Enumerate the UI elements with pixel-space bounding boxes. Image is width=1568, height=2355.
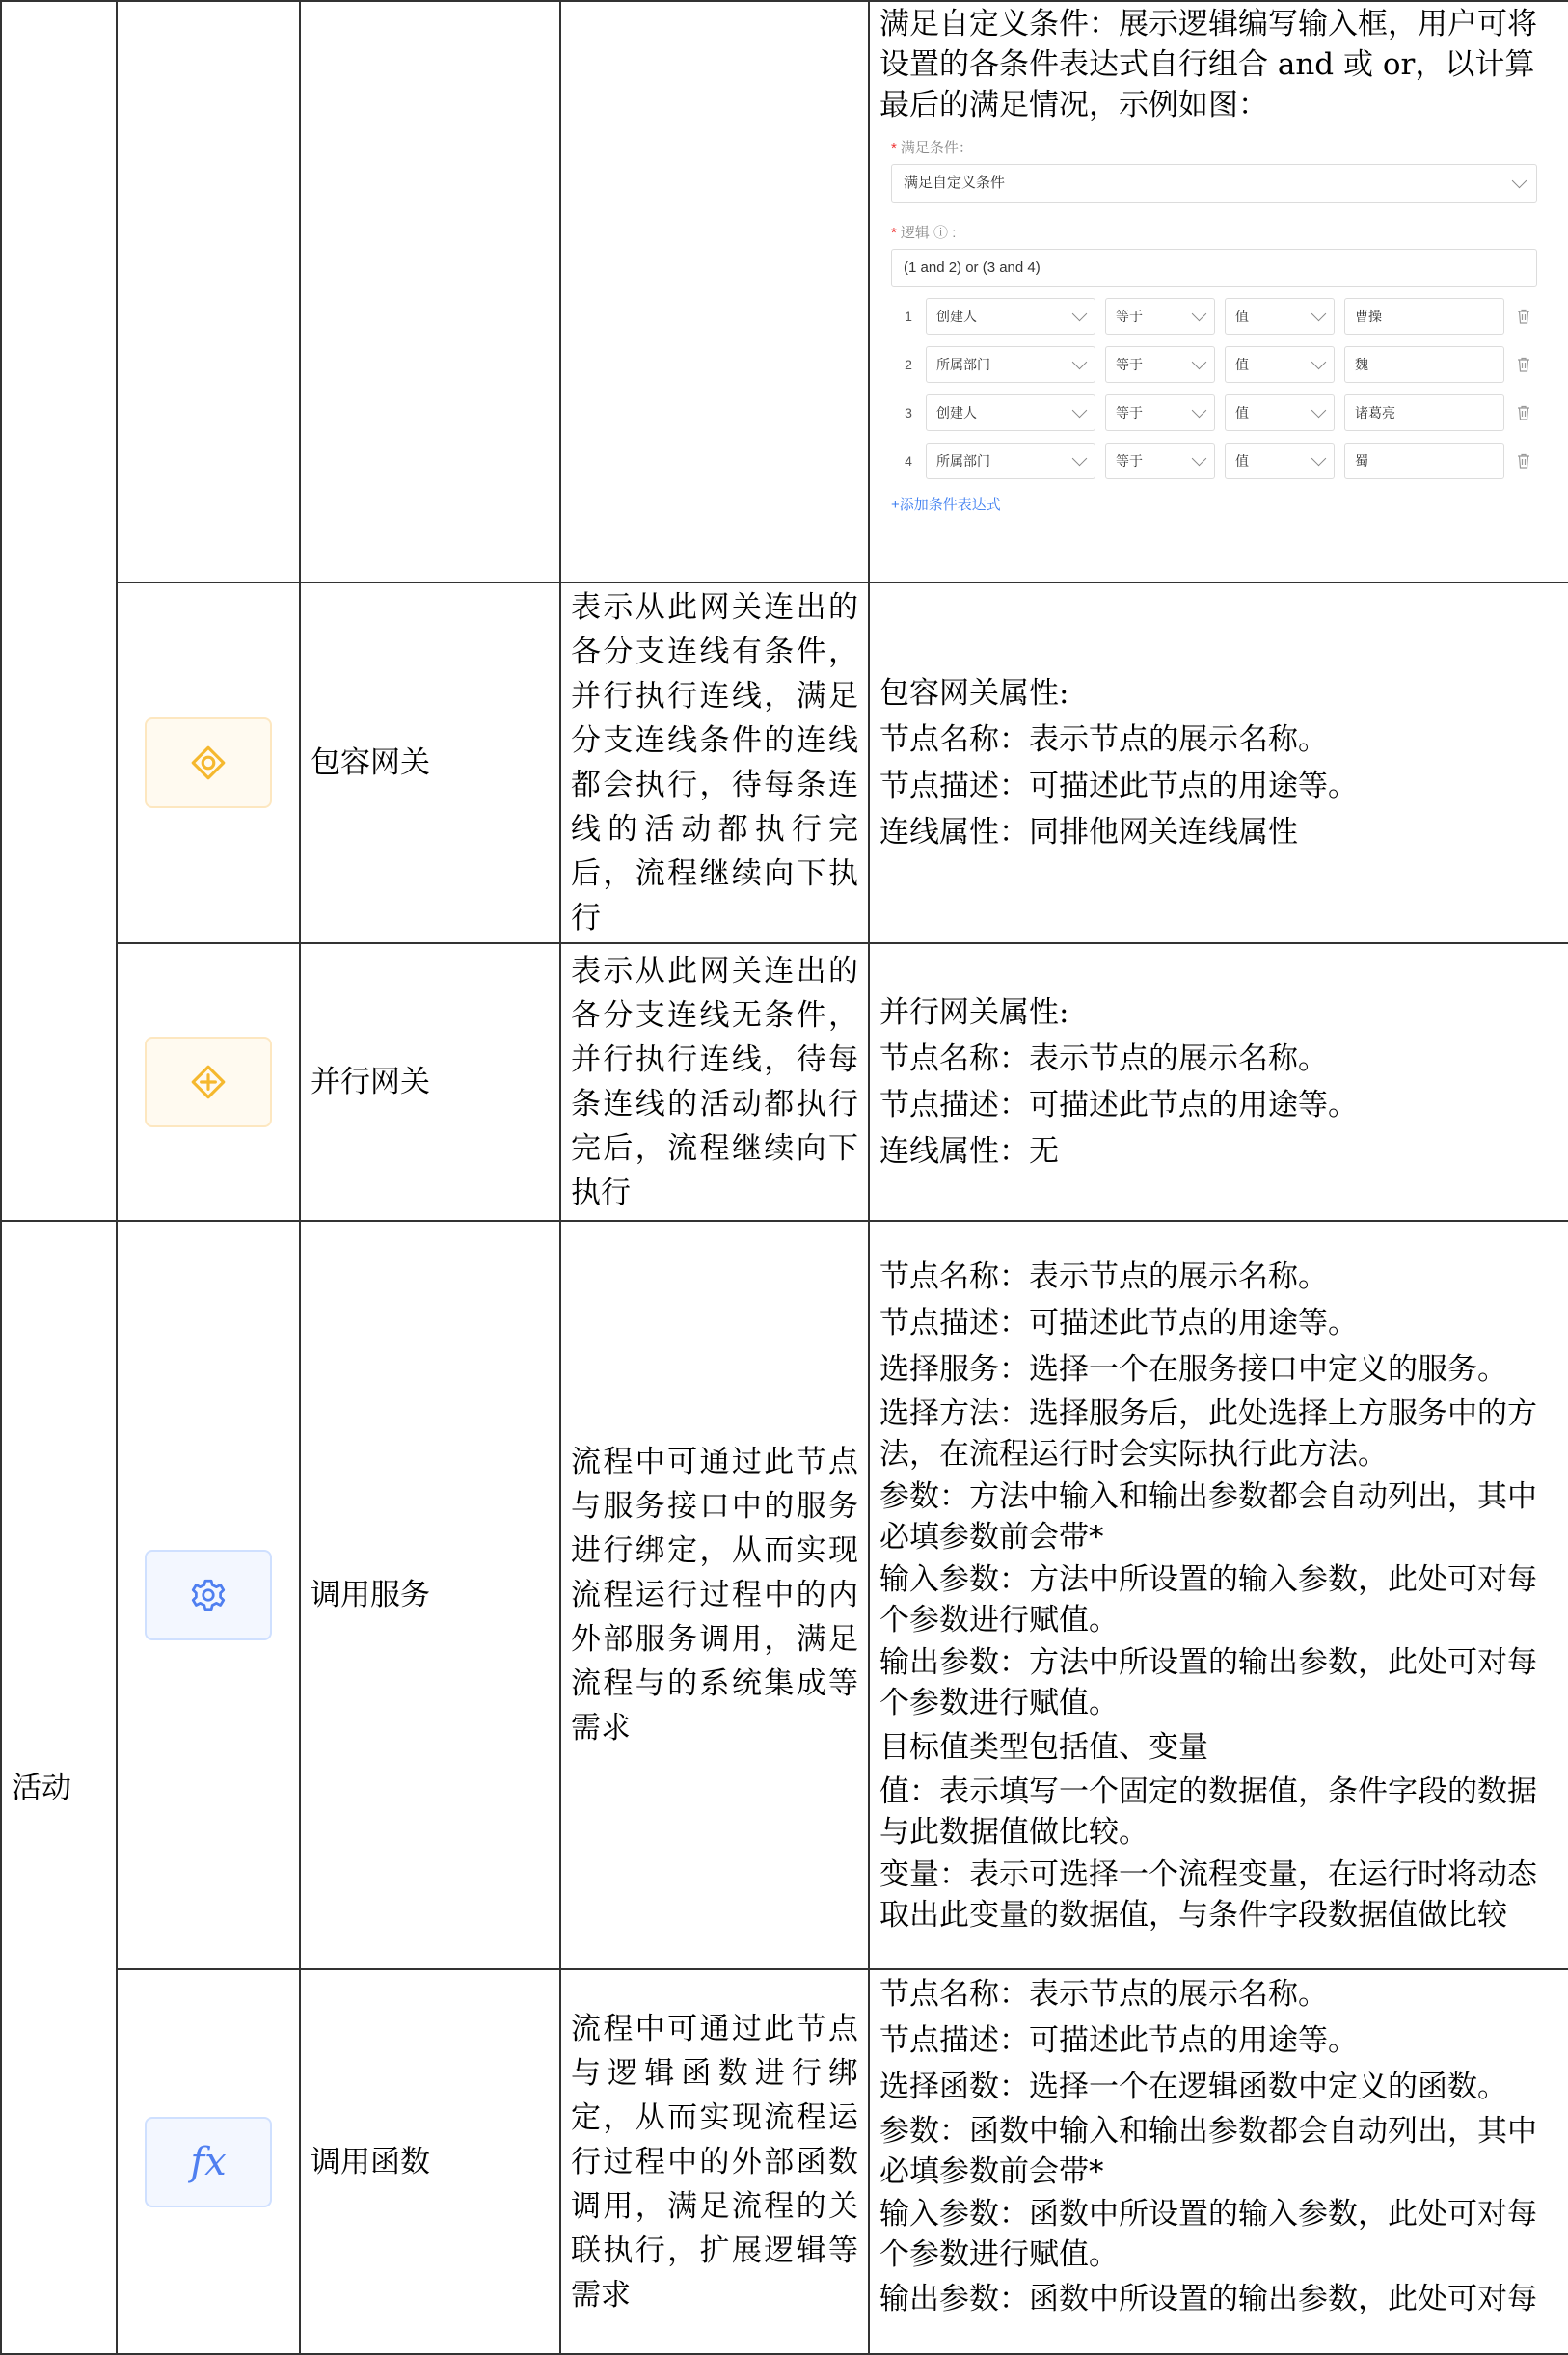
- prop-line: 节点名称：表示节点的展示名称。: [879, 1259, 1328, 1294]
- value-type-select: 值: [1225, 298, 1335, 335]
- trash-icon: [1514, 354, 1533, 375]
- condition-row: [891, 442, 1558, 480]
- operator-select: 等于: [1105, 394, 1215, 431]
- chevron-down-icon: [1311, 306, 1327, 321]
- field-select: 创建人: [926, 394, 1095, 431]
- node-desc-parallel: 表示从此网关连出的各分支连线无条件，并行执行连线，待每条连线的活动都执行完后，流程继续向下执行: [560, 943, 869, 1221]
- props-cell-function: [869, 1969, 1568, 2354]
- operator-select: 等于: [1105, 346, 1215, 383]
- inclusive-gateway-icon: [145, 717, 272, 808]
- chevron-down-icon: [1072, 402, 1088, 418]
- prop-line: 包容网关属性:: [879, 676, 1069, 711]
- prop-line: 参数：方法中输入和输出参数都会自动列出，其中必填参数前会带*: [879, 1479, 1537, 1555]
- logic-input: (1 and 2) or (3 and 4): [891, 249, 1537, 287]
- chevron-down-icon: [1512, 173, 1527, 188]
- cond-select: 满足自定义条件: [891, 164, 1537, 203]
- prop-line: 节点描述：可描述此节点的用途等。: [879, 1306, 1358, 1340]
- logic-label: * 逻辑 ⓘ :: [891, 225, 957, 241]
- prop-line: 连线属性：同排他网关连线属性: [879, 815, 1298, 850]
- chevron-down-icon: [1311, 354, 1327, 369]
- chevron-down-icon: [1072, 450, 1088, 466]
- icon-cell-service: [117, 1221, 300, 1969]
- chevron-down-icon: [1311, 450, 1327, 466]
- parallel-gateway-icon: [145, 1037, 272, 1127]
- prop-line: 节点描述：可描述此节点的用途等。: [879, 769, 1358, 803]
- prop-line: 节点名称：表示节点的展示名称。: [879, 1977, 1328, 2012]
- node-name-inclusive: 包容网关: [300, 582, 560, 943]
- trash-icon: [1514, 450, 1533, 472]
- chevron-down-icon: [1192, 306, 1207, 321]
- desc-cell-empty: [560, 1, 869, 582]
- value-type-select: 值: [1225, 346, 1335, 383]
- prop-line: 节点名称：表示节点的展示名称。: [879, 1042, 1328, 1076]
- condition-row: [891, 345, 1558, 384]
- props-cell-parallel: [869, 943, 1568, 1221]
- table-row: [1, 582, 1568, 943]
- prop-line: 输出参数：函数中所设置的输出参数，此处可对每: [879, 2282, 1537, 2316]
- condition-index: 4: [905, 453, 912, 469]
- table-row: [1, 1221, 1568, 1969]
- prop-line: 连线属性：无: [879, 1134, 1059, 1169]
- prop-line: 节点名称：表示节点的展示名称。: [879, 722, 1328, 757]
- props-cell-inclusive: [869, 582, 1568, 943]
- condition-row: [891, 393, 1558, 432]
- value-type-select: 值: [1225, 394, 1335, 431]
- custom-condition-form-image: [879, 139, 1558, 515]
- operator-select: 等于: [1105, 443, 1215, 479]
- function-icon: fx: [145, 2117, 272, 2207]
- gear-icon: [145, 1550, 272, 1640]
- value-input: 诸葛亮: [1344, 394, 1504, 431]
- add-condition-link: +添加条件表达式: [891, 497, 1001, 513]
- prop-line: 目标值类型包括值、变量: [879, 1730, 1208, 1765]
- prop-line: 输入参数：函数中所设置的输入参数，此处可对每个参数进行赋值。: [879, 2197, 1537, 2272]
- prop-line: 并行网关属性:: [879, 995, 1069, 1030]
- node-desc-service: 流程中可通过此节点与服务接口中的服务进行绑定，从而实现流程运行过程中的内外部服务调用，满足流程与的系统集成等需求: [560, 1221, 869, 1969]
- prop-line: 选择函数：选择一个在逻辑函数中定义的函数。: [879, 2070, 1507, 2104]
- node-desc-function: 流程中可通过此节点与逻辑函数进行绑定，从而实现流程运行过程中的外部函数调用，满足流程的关联执行，扩展逻辑等需求: [560, 1969, 869, 2354]
- node-name-parallel: 并行网关: [300, 943, 560, 1221]
- prop-line: 选择方法：选择服务后，此处选择上方服务中的方法，在流程运行时会实际执行此方法。: [879, 1396, 1537, 1472]
- icon-cell-empty: [117, 1, 300, 582]
- prop-line: 变量：表示可选择一个流程变量，在运行时将动态取出此变量的数据值，与条件字段数据值做比较: [879, 1857, 1537, 1933]
- condition-index: 3: [905, 405, 912, 420]
- prop-line: 值：表示填写一个固定的数据值，条件字段的数据与此数据值做比较。: [879, 1774, 1537, 1850]
- value-input: 曹操: [1344, 298, 1504, 335]
- trash-icon: [1514, 402, 1533, 423]
- node-name-function: 调用函数: [300, 1969, 560, 2354]
- trash-icon: [1514, 306, 1533, 327]
- props-cell-service: [869, 1221, 1568, 1969]
- condition-row: [891, 297, 1558, 336]
- field-select: 创建人: [926, 298, 1095, 335]
- prop-line: 节点描述：可描述此节点的用途等。: [879, 2023, 1358, 2058]
- icon-cell-parallel: [117, 943, 300, 1221]
- cond-label: * 满足条件：: [891, 140, 973, 156]
- chevron-down-icon: [1192, 354, 1207, 369]
- prop-line: 输入参数：方法中所设置的输入参数，此处可对每个参数进行赋值。: [879, 1562, 1537, 1638]
- value-type-select: 值: [1225, 443, 1335, 479]
- prop-line: 参数：函数中输入和输出参数都会自动列出，其中必填参数前会带*: [879, 2114, 1537, 2189]
- node-name-service: 调用服务: [300, 1221, 560, 1969]
- props-cell-custom: [869, 1, 1568, 582]
- chevron-down-icon: [1192, 450, 1207, 466]
- icon-cell-inclusive: [117, 582, 300, 943]
- value-input: 蜀: [1344, 443, 1504, 479]
- prop-line: 节点描述：可描述此节点的用途等。: [879, 1088, 1358, 1123]
- value-input: 魏: [1344, 346, 1504, 383]
- category-cell-activity: 活动: [1, 1221, 117, 2354]
- prop-line: 输出参数：方法中所设置的输出参数，此处可对每个参数进行赋值。: [879, 1645, 1537, 1720]
- icon-cell-function: [117, 1969, 300, 2354]
- condition-rows: [879, 297, 1558, 480]
- custom-condition-text: 满足自定义条件：展示逻辑编写输入框，用户可将设置的各条件表达式自行组合 and 或 or，以计算最后的满足情况，示例如图：: [879, 7, 1537, 122]
- node-desc-inclusive: 表示从此网关连出的各分支连线有条件，并行执行连线，满足分支连线条件的连线都会执行，待每条连线的活动都执行完后，流程继续向下执行: [560, 582, 869, 943]
- condition-index: 1: [905, 309, 912, 324]
- table-row: [1, 1, 1568, 582]
- chevron-down-icon: [1072, 306, 1088, 321]
- operator-select: 等于: [1105, 298, 1215, 335]
- field-select: 所属部门: [926, 443, 1095, 479]
- chevron-down-icon: [1072, 354, 1088, 369]
- field-select: 所属部门: [926, 346, 1095, 383]
- condition-index: 2: [905, 357, 912, 372]
- category-cell-gateway: [1, 1, 117, 1221]
- table-row: [1, 1969, 1568, 2354]
- prop-line: 选择服务：选择一个在服务接口中定义的服务。: [879, 1352, 1507, 1387]
- table-row: [1, 943, 1568, 1221]
- chevron-down-icon: [1311, 402, 1327, 418]
- chevron-down-icon: [1192, 402, 1207, 418]
- name-cell-empty: [300, 1, 560, 582]
